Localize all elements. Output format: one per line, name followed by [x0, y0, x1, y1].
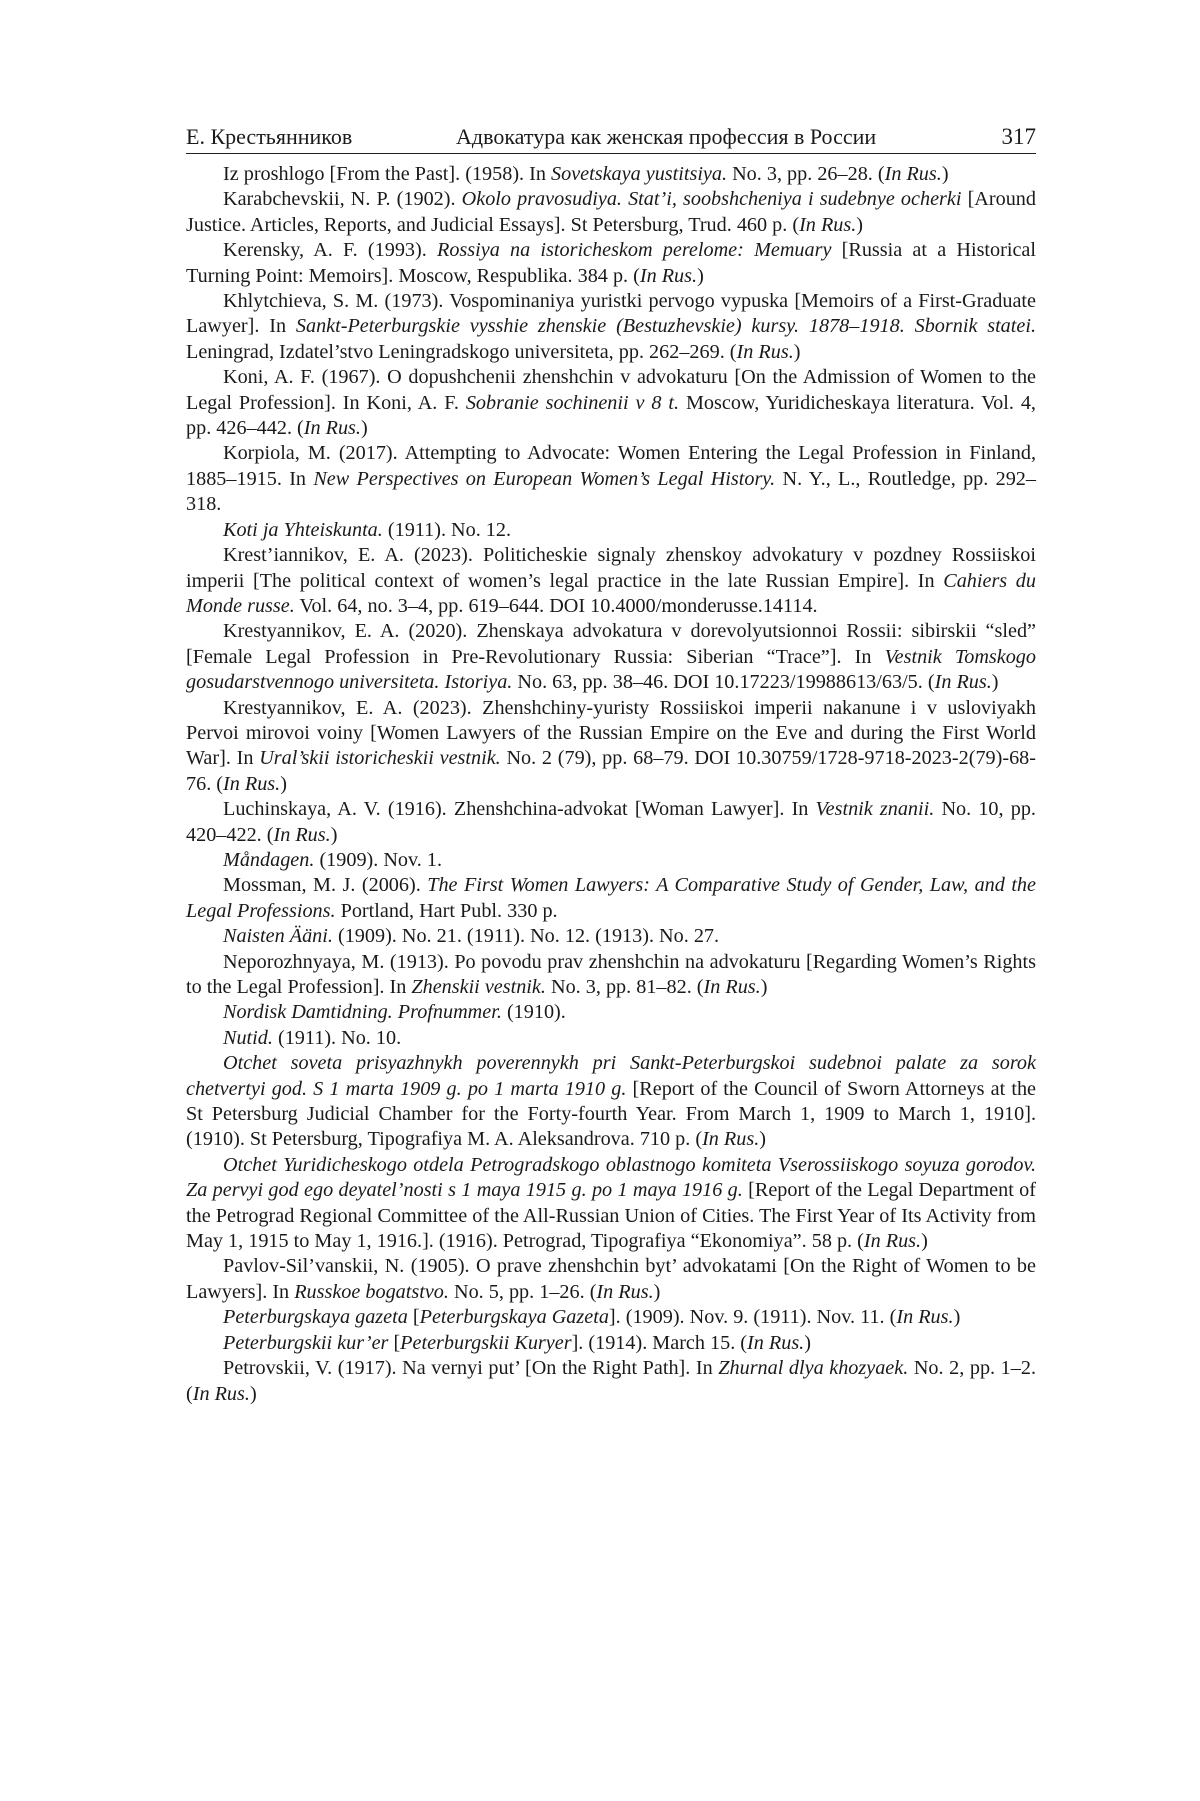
- reference-italic-text: In Rus.: [884, 163, 942, 185]
- reference-text: Mossman, M. J. (2006).: [223, 874, 428, 897]
- reference-text: Pavlov-Sil’vanskii, N. (1905). O prave zhenshchin byt’ advokatami [On the Right of Women to be Lawyers]. In: [186, 1255, 1036, 1303]
- reference-text: No. 2, pp. 1–2. (: [186, 1357, 1036, 1405]
- reference-italic-text: Nutid.: [223, 1026, 273, 1049]
- reference-text: [Report of the Legal Department of the Petrograd Regional Committee of the All-Russian Union of Cities. The First Year of Its Activity from May 1, 1915 to May 1, 1916.]. (1916). Petrograd, Tipografiya “Ekonomiya”. 58 p. (: [186, 1179, 1036, 1253]
- reference-text: (1911). No. 12.: [382, 518, 512, 541]
- reference-text: ): [991, 671, 999, 694]
- reference-entry: [186, 1000, 1036, 1025]
- reference-text: (1911). No. 10.: [272, 1026, 402, 1049]
- reference-italic-text: Peterburgskaya gazeta: [223, 1306, 408, 1329]
- reference-text: Iz proshlogo [From the Past]. (1958). In: [223, 163, 551, 185]
- reference-text: [: [388, 1331, 401, 1354]
- reference-text: [Around Justice. Articles, Reports, and Judicial Essays]. St Petersburg, Trud. 460 p. (: [186, 188, 1036, 236]
- reference-italic-text: Zhenskii vestnik.: [411, 976, 546, 998]
- reference-italic-text: Vestnik Tomskogo gosudarstvennogo universiteta. Istoriya.: [186, 645, 1036, 694]
- reference-italic-text: In Rus.: [303, 417, 361, 440]
- reference-text: Vol. 64, no. 3–4, pp. 619–644. DOI 10.4000/monderusse.14114.: [294, 594, 818, 617]
- reference-italic-text: In Rus.: [223, 772, 281, 795]
- reference-italic-text: Peterburgskii kur’er: [223, 1331, 389, 1354]
- reference-entry: [186, 1305, 1036, 1330]
- reference-italic-text: Peterburgskaya Gazeta: [419, 1306, 609, 1329]
- reference-text: Petrovskii, V. (1917). Na vernyi put’ [On the Right Path]. In: [223, 1357, 719, 1380]
- reference-text: ): [697, 264, 704, 287]
- reference-text: ): [759, 1128, 766, 1151]
- reference-italic-text: Sovetskaya yustitsiya.: [551, 163, 728, 185]
- reference-italic-text: Okolo pravosudiya. Stat’i, soobshcheniya i sudebnye ocherki: [461, 188, 962, 211]
- reference-text: (1909). No. 21. (1911). No. 12. (1913). No. 27.: [332, 925, 720, 948]
- reference-entry: [186, 1254, 1036, 1305]
- reference-text: ): [330, 823, 338, 846]
- reference-italic-text: In Rus.: [799, 213, 857, 236]
- reference-entry: [186, 238, 1036, 289]
- reference-italic-text: Russkoe bogatstvo.: [294, 1280, 449, 1303]
- reference-italic-text: In Rus.: [863, 1230, 922, 1253]
- reference-text: ): [760, 976, 768, 998]
- reference-text: (1910).: [501, 1001, 566, 1024]
- reference-text: ]. (1909). Nov. 9. (1911). Nov. 11. (: [608, 1306, 897, 1329]
- reference-text: ): [280, 772, 287, 795]
- reference-entry: [186, 873, 1036, 924]
- reference-entry: [186, 1153, 1036, 1255]
- reference-entry: [186, 162, 1036, 187]
- reference-text: N. Y., L., Routledge, pp. 292–318.: [186, 467, 1036, 516]
- reference-text: Krestyannikov, E. A. (2020). Zhenskaya advokatura v dorevolyutsionnoi Rossii: sibirskii “sled” [Female Legal Profession in Pre-Revolutionary Russia: Siberian “Trace”]. In: [186, 620, 1036, 668]
- reference-italic-text: In Rus.: [747, 1331, 805, 1354]
- reference-text: Leningrad, Izdatel’stvo Leningradskogo universiteta, pp. 262–269. (: [186, 340, 737, 363]
- reference-text: No. 3, pp. 26–28. (: [727, 163, 885, 185]
- reference-italic-text: Måndagen.: [223, 848, 315, 871]
- reference-text: Krestyannikov, E. A. (2023). Zhenshchiny-yuristy Rossiiskoi imperii nakanune i v usloviyakh Pervoi mirovoi voiny [Women Lawyers of the Russian Empire on the Eve and during the First World War]. In: [186, 696, 1036, 770]
- reference-text: Koni, A. F. (1967). O dopushchenii zhenshchin v advokaturu [On the Admission of Women to the Legal Profession]. In Koni, A. F.: [186, 366, 1036, 414]
- reference-entry: [186, 924, 1036, 949]
- reference-italic-text: In Rus.: [896, 1306, 954, 1329]
- reference-entry: [186, 950, 1036, 1001]
- reference-italic-text: In Rus.: [639, 264, 698, 287]
- reference-italic-text: Koti ja Yhteiskunta.: [223, 518, 383, 541]
- reference-italic-text: The First Women Lawyers: A Comparative Study of Gender, Law, and the Legal Professions.: [186, 874, 1036, 922]
- reference-entry: [186, 1356, 1036, 1407]
- reference-text: No. 63, pp. 38–46. DOI 10.17223/19988613/63/5. (: [512, 671, 935, 694]
- reference-entry: [186, 543, 1036, 619]
- reference-text: ): [804, 1331, 811, 1354]
- running-head: [186, 124, 1036, 154]
- reference-text: (1909). Nov. 1.: [314, 848, 443, 871]
- reference-text: No. 2 (79), pp. 68–79. DOI 10.30759/1728-9718-2023-2(79)-68-76. (: [186, 747, 1036, 795]
- running-head-author: Е. Крестьянников: [186, 124, 353, 149]
- reference-italic-text: Ural’skii istoricheskii vestnik.: [259, 747, 501, 770]
- reference-italic-text: New Perspectives on European Women’s Legal History.: [313, 467, 776, 490]
- reference-text: Moscow, Yuridicheskaya literatura. Vol. 4, pp. 426–442. (: [186, 391, 1036, 440]
- reference-text: [Russia at a Historical Turning Point: Memoirs]. Moscow, Respublika. 384 p. (: [186, 239, 1036, 287]
- reference-italic-text: In Rus.: [934, 671, 992, 694]
- page: [186, 124, 1036, 1407]
- reference-text: Khlytchieva, S. M. (1973). Vospominaniya yuristki pervogo vypuska [Memoirs of a First-Graduate Lawyer]. In: [186, 290, 1036, 338]
- reference-entry: [186, 696, 1036, 798]
- reference-italic-text: Otchet Yuridicheskogo otdela Petrogradskogo oblastnogo komiteta Vserossiiskogo soyuza gorodov. Za pervyi god ego deyatel’nosti s 1 maya 1915 g. po 1 maya 1916 g.: [186, 1153, 1036, 1202]
- reference-italic-text: Nordisk Damtidning. Profnummer.: [223, 1001, 502, 1024]
- reference-entry: [186, 187, 1036, 238]
- reference-italic-text: Vestnik znanii.: [815, 798, 935, 821]
- reference-text: ): [249, 1382, 257, 1405]
- reference-text: No. 3, pp. 81–82. (: [545, 976, 704, 998]
- reference-text: ): [793, 340, 801, 363]
- running-head-title: Адвокатура как женская профессия в России: [456, 124, 877, 149]
- reference-italic-text: In Rus.: [703, 976, 761, 998]
- reference-text: ): [653, 1280, 661, 1303]
- reference-entry: [186, 797, 1036, 848]
- reference-italic-text: In Rus.: [736, 340, 794, 363]
- reference-text: Luchinskaya, A. V. (1916). Zhenshchina-advokat [Woman Lawyer]. In: [223, 798, 816, 821]
- reference-entry: [186, 1026, 1036, 1051]
- reference-text: Krest’iannikov, E. A. (2023). Politicheskie signaly zhenskoy advokatury v pozdney Rossiiskoi imperii [The political context of women’s legal practice in the late Russian Empire]. In: [186, 544, 1036, 592]
- reference-list: [186, 162, 1036, 1407]
- reference-text: [Report of the Council of Sworn Attorneys at the St Petersburg Judicial Chamber for the Forty-fourth Year. From March 1, 1909 to March 1, 1910]. (1910). St Petersburg, Tipografiya M. A. Aleksandrova. 710 p. (: [186, 1077, 1036, 1151]
- reference-text: ): [856, 213, 864, 236]
- reference-entry: [186, 289, 1036, 365]
- reference-italic-text: Cahiers du Monde russe.: [186, 569, 1036, 617]
- reference-entry: [186, 848, 1036, 873]
- reference-italic-text: In Rus.: [192, 1382, 250, 1405]
- reference-text: ): [921, 1230, 928, 1253]
- reference-entry: [186, 619, 1036, 695]
- reference-italic-text: Sankt-Peterburgskie vysshie zhenskie (Bestuzhevskie) kursy. 1878–1918. Sbornik statei.: [295, 315, 1037, 338]
- reference-text: Portland, Hart Publ. 330 p.: [335, 899, 558, 922]
- reference-text: Karabchevskii, N. P. (1902).: [223, 188, 462, 211]
- reference-text: No. 10, pp. 420–422. (: [186, 798, 1036, 846]
- reference-text: [: [407, 1306, 420, 1329]
- reference-entry: [186, 441, 1036, 517]
- reference-italic-text: Otchet soveta prisyazhnykh poverennykh pri Sankt-Peterburgskoi sudebnoi palate za sorok chetvertyi god. S 1 marta 1909 g. po 1 marta 1910 g.: [186, 1052, 1036, 1100]
- reference-entry: [186, 365, 1036, 441]
- reference-italic-text: Peterburgskii Kuryer: [400, 1331, 572, 1354]
- reference-text: ): [941, 163, 949, 185]
- page-number: 317: [1001, 124, 1036, 149]
- reference-text: Neporozhnyaya, M. (1913). Po povodu prav zhenshchin na advokaturu [Regarding Women’s Rights to the Legal Profession]. In: [186, 950, 1036, 998]
- reference-italic-text: In Rus.: [702, 1128, 760, 1151]
- reference-italic-text: In Rus.: [596, 1280, 654, 1303]
- reference-entry: [186, 518, 1036, 543]
- reference-text: ): [360, 417, 368, 440]
- reference-italic-text: Sobranie sochinenii v 8 t.: [465, 391, 680, 414]
- reference-entry: [186, 1051, 1036, 1153]
- reference-italic-text: In Rus.: [273, 823, 331, 846]
- reference-italic-text: Rossiya na istoricheskom perelome: Memuary: [437, 239, 832, 262]
- reference-italic-text: Naisten Ääni.: [223, 925, 333, 948]
- reference-text: Kerensky, A. F. (1993).: [223, 239, 437, 262]
- reference-text: No. 5, pp. 1–26. (: [448, 1280, 597, 1303]
- reference-text: ]. (1914). March 15. (: [571, 1331, 748, 1354]
- reference-text: Korpiola, M. (2017). Attempting to Advocate: Women Entering the Legal Profession in Finland, 1885–1915. In: [186, 442, 1036, 490]
- reference-entry: [186, 1331, 1036, 1356]
- reference-italic-text: Zhurnal dlya khozyaek.: [718, 1357, 909, 1380]
- reference-text: ): [953, 1306, 961, 1329]
